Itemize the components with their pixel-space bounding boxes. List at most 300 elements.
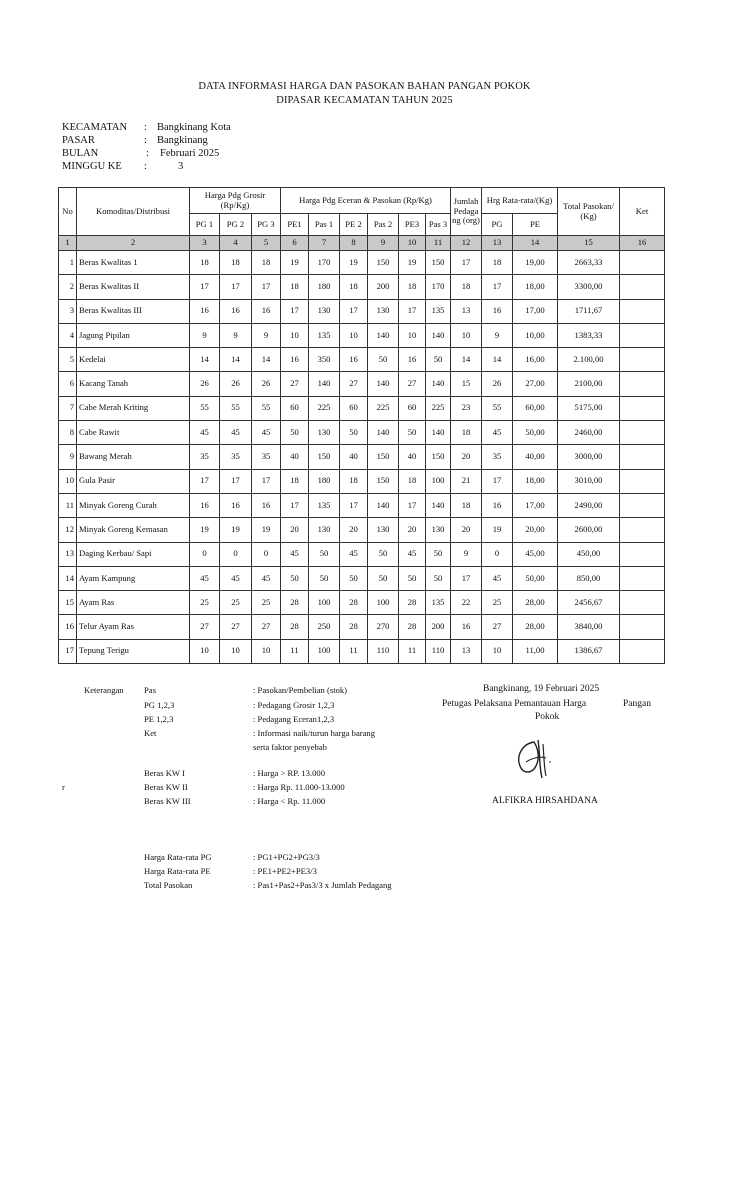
cell-pe: 10,00 — [513, 323, 558, 347]
cell-ket — [620, 396, 665, 420]
header-pe-avg: PE — [513, 214, 558, 236]
header-jumlah-pedagang: Jumlah Pedaga ng (org) — [451, 188, 482, 236]
note-value-avg-pg: : PG1+PG2+PG3/3 — [253, 852, 320, 862]
cell-pg3: 45 — [252, 421, 281, 445]
cell-name: Minyak Goreng Kemasan — [77, 518, 190, 542]
cell-pg2: 26 — [220, 372, 252, 396]
cell-pg: 16 — [482, 299, 513, 323]
table-body — [59, 251, 665, 664]
cell-pe: 18,00 — [513, 469, 558, 493]
cell-pe: 20,00 — [513, 518, 558, 542]
cell-ket — [620, 591, 665, 615]
header-pg2: PG 2 — [220, 214, 252, 236]
cell-pas1: 180 — [309, 469, 340, 493]
header-pas1: Pas 1 — [309, 214, 340, 236]
cell-pg2: 25 — [220, 591, 252, 615]
cell-total: 2600,00 — [558, 518, 620, 542]
cell-pe2: 50 — [340, 421, 368, 445]
note-value-avg-pe: : PE1+PE2+PE3/3 — [253, 866, 317, 876]
cell-pg3: 25 — [252, 591, 281, 615]
cell-pg: 18 — [482, 251, 513, 275]
cell-pg1: 45 — [190, 421, 220, 445]
cell-name: Ayam Ras — [77, 591, 190, 615]
cell-pas2: 50 — [368, 348, 399, 372]
cell-ket — [620, 615, 665, 639]
note-value-kw1: : Harga > RP. 13.000 — [253, 768, 326, 778]
cell-pe3: 17 — [399, 299, 426, 323]
header-total-pasokan: Total Pasokan/ (Kg) — [558, 188, 620, 236]
table-row — [59, 615, 665, 639]
cell-jml: 22 — [451, 591, 482, 615]
column-number-cell: 11 — [426, 236, 451, 251]
header-grosir: Harga Pdg Grosir (Rp/Kg) — [190, 188, 281, 214]
cell-pe: 27,00 — [513, 372, 558, 396]
cell-pe2: 27 — [340, 372, 368, 396]
cell-pas1: 135 — [309, 493, 340, 517]
cell-ket — [620, 421, 665, 445]
cell-jml: 21 — [451, 469, 482, 493]
cell-pg1: 16 — [190, 299, 220, 323]
cell-no: 17 — [59, 639, 77, 663]
cell-pas2: 150 — [368, 251, 399, 275]
cell-pg3: 17 — [252, 275, 281, 299]
cell-pas1: 170 — [309, 251, 340, 275]
cell-pe: 18,00 — [513, 275, 558, 299]
cell-pe: 40,00 — [513, 445, 558, 469]
cell-total: 850,00 — [558, 566, 620, 590]
table-row — [59, 493, 665, 517]
cell-pas2: 140 — [368, 421, 399, 445]
cell-pg: 17 — [482, 469, 513, 493]
cell-pas2: 150 — [368, 445, 399, 469]
cell-pg2: 45 — [220, 421, 252, 445]
signature-role-line2: Pokok — [535, 712, 560, 722]
note-value-ket-cont: serta faktor penyebab — [253, 742, 327, 752]
cell-no: 15 — [59, 591, 77, 615]
cell-pas2: 130 — [368, 299, 399, 323]
cell-pas1: 100 — [309, 591, 340, 615]
cell-pe2: 17 — [340, 299, 368, 323]
cell-total: 2460,00 — [558, 421, 620, 445]
cell-name: Ayam Kampung — [77, 566, 190, 590]
cell-pas1: 50 — [309, 566, 340, 590]
table-row — [59, 542, 665, 566]
note-label-pg: PG 1,2,3 — [144, 700, 175, 710]
cell-pas1: 100 — [309, 639, 340, 663]
cell-jml: 17 — [451, 566, 482, 590]
cell-ket — [620, 518, 665, 542]
meta-value-minggu: 3 — [178, 161, 184, 172]
signature-role-line1b: Pangan — [623, 699, 651, 709]
header-pas2: Pas 2 — [368, 214, 399, 236]
cell-total: 3840,00 — [558, 615, 620, 639]
note-label-kw1: Beras KW I — [144, 768, 185, 778]
cell-name: Kedelai — [77, 348, 190, 372]
meta-sep-kecamatan: : — [144, 122, 147, 133]
cell-pg1: 0 — [190, 542, 220, 566]
cell-pe2: 50 — [340, 566, 368, 590]
cell-jml: 20 — [451, 445, 482, 469]
cell-pg1: 19 — [190, 518, 220, 542]
cell-pas1: 130 — [309, 299, 340, 323]
cell-name: Minyak Goreng Curah — [77, 493, 190, 517]
cell-pe3: 19 — [399, 251, 426, 275]
cell-no: 12 — [59, 518, 77, 542]
cell-total: 2456,67 — [558, 591, 620, 615]
stray-mark: r — [62, 782, 65, 792]
cell-pe3: 50 — [399, 421, 426, 445]
cell-pe: 19,00 — [513, 251, 558, 275]
cell-ket — [620, 348, 665, 372]
cell-pg1: 45 — [190, 566, 220, 590]
cell-pg2: 35 — [220, 445, 252, 469]
note-label-avg-pg: Harga Rata-rata PG — [144, 852, 212, 862]
cell-pg2: 16 — [220, 299, 252, 323]
table-row — [59, 566, 665, 590]
cell-pe1: 18 — [281, 275, 309, 299]
header-komoditas: Komoditas/Distribusi — [77, 188, 190, 236]
header-no: No — [59, 188, 77, 236]
cell-no: 16 — [59, 615, 77, 639]
document-title-line2: DIPASAR KECAMATAN TAHUN 2025 — [276, 95, 453, 106]
cell-jml: 20 — [451, 518, 482, 542]
document-title-line1: DATA INFORMASI HARGA DAN PASOKAN BAHAN PANGAN POKOK — [198, 81, 531, 92]
cell-name: Gula Pasir — [77, 469, 190, 493]
note-label-ket: Ket — [144, 728, 157, 738]
cell-pas2: 130 — [368, 518, 399, 542]
column-number-cell: 4 — [220, 236, 252, 251]
cell-jml: 18 — [451, 493, 482, 517]
cell-pe3: 10 — [399, 323, 426, 347]
cell-pas2: 100 — [368, 591, 399, 615]
column-number-cell: 6 — [281, 236, 309, 251]
cell-pg: 19 — [482, 518, 513, 542]
table-row — [59, 251, 665, 275]
note-label-avg-pe: Harga Rata-rata PE — [144, 866, 211, 876]
cell-pas3: 50 — [426, 542, 451, 566]
cell-pg3: 10 — [252, 639, 281, 663]
cell-pg: 45 — [482, 566, 513, 590]
cell-ket — [620, 566, 665, 590]
cell-ket — [620, 323, 665, 347]
cell-ket — [620, 251, 665, 275]
cell-name: Daging Kerbau/ Sapi — [77, 542, 190, 566]
cell-pg: 0 — [482, 542, 513, 566]
cell-pg3: 16 — [252, 299, 281, 323]
cell-pg: 9 — [482, 323, 513, 347]
cell-name: Beras Kwalitas II — [77, 275, 190, 299]
column-number-cell: 13 — [482, 236, 513, 251]
cell-pe: 50,00 — [513, 421, 558, 445]
cell-pe2: 45 — [340, 542, 368, 566]
note-label-pas: Pas — [144, 685, 156, 695]
cell-total: 2490,00 — [558, 493, 620, 517]
cell-pas1: 150 — [309, 445, 340, 469]
meta-value-pasar: Bangkinang — [157, 135, 208, 146]
cell-pe: 60,00 — [513, 396, 558, 420]
column-number-cell: 7 — [309, 236, 340, 251]
table-row — [59, 348, 665, 372]
note-label-kw3: Beras KW III — [144, 796, 191, 806]
cell-pg1: 26 — [190, 372, 220, 396]
cell-pas3: 130 — [426, 518, 451, 542]
cell-jml: 17 — [451, 251, 482, 275]
cell-pe1: 18 — [281, 469, 309, 493]
cell-jml: 18 — [451, 421, 482, 445]
cell-pas3: 140 — [426, 421, 451, 445]
cell-pg1: 55 — [190, 396, 220, 420]
header-pg-avg: PG — [482, 214, 513, 236]
cell-pg2: 9 — [220, 323, 252, 347]
cell-jml: 13 — [451, 639, 482, 663]
notes-heading: Keterangan — [84, 685, 124, 695]
cell-no: 2 — [59, 275, 77, 299]
handwritten-signature — [512, 736, 562, 784]
cell-pe1: 45 — [281, 542, 309, 566]
cell-pg: 45 — [482, 421, 513, 445]
cell-pg2: 0 — [220, 542, 252, 566]
cell-pe3: 28 — [399, 615, 426, 639]
cell-pe1: 20 — [281, 518, 309, 542]
cell-name: Kacang Tanah — [77, 372, 190, 396]
cell-pe3: 20 — [399, 518, 426, 542]
cell-name: Cabe Rawit — [77, 421, 190, 445]
cell-pe1: 60 — [281, 396, 309, 420]
cell-pg: 26 — [482, 372, 513, 396]
cell-pe2: 18 — [340, 469, 368, 493]
cell-pas1: 130 — [309, 518, 340, 542]
cell-pe1: 28 — [281, 615, 309, 639]
cell-no: 7 — [59, 396, 77, 420]
cell-no: 14 — [59, 566, 77, 590]
cell-pg3: 0 — [252, 542, 281, 566]
cell-pas3: 140 — [426, 323, 451, 347]
cell-pe3: 16 — [399, 348, 426, 372]
signature-role-line1: Petugas Pelaksana Pemantauan Harga — [442, 699, 587, 709]
column-number-cell: 9 — [368, 236, 399, 251]
header-pe1: PE1 — [281, 214, 309, 236]
cell-ket — [620, 445, 665, 469]
cell-ket — [620, 542, 665, 566]
cell-pg3: 17 — [252, 469, 281, 493]
table-row — [59, 275, 665, 299]
cell-pe2: 28 — [340, 615, 368, 639]
column-number-cell: 14 — [513, 236, 558, 251]
header-pe3: PE3 — [399, 214, 426, 236]
cell-pg2: 19 — [220, 518, 252, 542]
cell-pas3: 50 — [426, 348, 451, 372]
cell-jml: 16 — [451, 615, 482, 639]
cell-pe3: 28 — [399, 591, 426, 615]
header-pe2: PE 2 — [340, 214, 368, 236]
cell-no: 6 — [59, 372, 77, 396]
cell-pe1: 17 — [281, 493, 309, 517]
cell-pg1: 27 — [190, 615, 220, 639]
cell-pg: 25 — [482, 591, 513, 615]
cell-pe: 45,00 — [513, 542, 558, 566]
cell-total: 2.100,00 — [558, 348, 620, 372]
cell-pe3: 60 — [399, 396, 426, 420]
cell-pg: 27 — [482, 615, 513, 639]
cell-pe1: 50 — [281, 566, 309, 590]
cell-pas2: 150 — [368, 469, 399, 493]
cell-pg1: 16 — [190, 493, 220, 517]
cell-name: Bawang Merah — [77, 445, 190, 469]
cell-total: 2663,33 — [558, 251, 620, 275]
meta-label-bulan: BULAN — [62, 148, 99, 159]
cell-jml: 14 — [451, 348, 482, 372]
cell-pg1: 9 — [190, 323, 220, 347]
cell-pe1: 17 — [281, 299, 309, 323]
cell-pg1: 18 — [190, 251, 220, 275]
table-row — [59, 299, 665, 323]
cell-pg: 55 — [482, 396, 513, 420]
cell-pas3: 140 — [426, 493, 451, 517]
column-number-cell: 3 — [190, 236, 220, 251]
cell-pas3: 200 — [426, 615, 451, 639]
table-row — [59, 445, 665, 469]
cell-ket — [620, 299, 665, 323]
cell-pg1: 17 — [190, 275, 220, 299]
cell-pg: 17 — [482, 275, 513, 299]
cell-pe1: 28 — [281, 591, 309, 615]
cell-name: Beras Kwalitas III — [77, 299, 190, 323]
cell-pe1: 27 — [281, 372, 309, 396]
note-label-kw2: Beras KW II — [144, 782, 188, 792]
cell-pe3: 18 — [399, 469, 426, 493]
cell-pg2: 17 — [220, 469, 252, 493]
column-number-cell: 5 — [252, 236, 281, 251]
cell-name: Jagung Pipilan — [77, 323, 190, 347]
cell-pg3: 27 — [252, 615, 281, 639]
cell-total: 3300,00 — [558, 275, 620, 299]
cell-pas2: 50 — [368, 566, 399, 590]
signature-name: ALFIKRA HIRSAHDANA — [492, 796, 598, 806]
cell-pg: 14 — [482, 348, 513, 372]
cell-no: 4 — [59, 323, 77, 347]
meta-label-pasar: PASAR — [62, 135, 95, 146]
cell-pe1: 10 — [281, 323, 309, 347]
note-value-pg: : Pedagang Grosir 1,2,3 — [253, 700, 335, 710]
column-number-cell: 1 — [59, 236, 77, 251]
cell-no: 1 — [59, 251, 77, 275]
cell-pe2: 60 — [340, 396, 368, 420]
note-value-kw3: : Harga < Rp. 11.000 — [253, 796, 326, 806]
cell-jml: 23 — [451, 396, 482, 420]
cell-pe2: 40 — [340, 445, 368, 469]
cell-pas2: 110 — [368, 639, 399, 663]
cell-pg3: 14 — [252, 348, 281, 372]
cell-pe: 11,00 — [513, 639, 558, 663]
cell-pg3: 16 — [252, 493, 281, 517]
cell-total: 1383,33 — [558, 323, 620, 347]
cell-no: 5 — [59, 348, 77, 372]
cell-pe1: 16 — [281, 348, 309, 372]
price-supply-table — [58, 187, 665, 664]
note-value-ket: : Informasi naik/turun harga barang — [253, 728, 376, 738]
cell-pas3: 170 — [426, 275, 451, 299]
cell-no: 3 — [59, 299, 77, 323]
cell-pe3: 17 — [399, 493, 426, 517]
column-number-cell: 2 — [77, 236, 190, 251]
header-ket: Ket — [620, 188, 665, 236]
cell-ket — [620, 275, 665, 299]
cell-total: 1711,67 — [558, 299, 620, 323]
table-row — [59, 469, 665, 493]
header-pg1: PG 1 — [190, 214, 220, 236]
cell-pe2: 28 — [340, 591, 368, 615]
cell-pe: 28,00 — [513, 591, 558, 615]
cell-pe2: 20 — [340, 518, 368, 542]
cell-name: Telur Ayam Ras — [77, 615, 190, 639]
cell-pg2: 27 — [220, 615, 252, 639]
column-number-cell: 16 — [620, 236, 665, 251]
cell-no: 10 — [59, 469, 77, 493]
note-value-pas: : Pasokan/Pembelian (stok) — [253, 685, 348, 695]
cell-jml: 13 — [451, 299, 482, 323]
column-number-cell: 15 — [558, 236, 620, 251]
cell-pg2: 18 — [220, 251, 252, 275]
meta-sep-bulan: : — [146, 148, 149, 159]
column-number-cell: 12 — [451, 236, 482, 251]
cell-pas1: 180 — [309, 275, 340, 299]
signature-place-date: Bangkinang, 19 Februari 2025 — [483, 684, 600, 694]
cell-pas3: 100 — [426, 469, 451, 493]
cell-pas1: 50 — [309, 542, 340, 566]
header-rata-rata: Hrg Rata-rata/(Kg) — [482, 188, 558, 214]
cell-pg1: 35 — [190, 445, 220, 469]
cell-total: 450,00 — [558, 542, 620, 566]
cell-pas3: 110 — [426, 639, 451, 663]
cell-pas2: 50 — [368, 542, 399, 566]
cell-name: Cabe Merah Kriting — [77, 396, 190, 420]
cell-pg3: 35 — [252, 445, 281, 469]
cell-pe3: 11 — [399, 639, 426, 663]
cell-pg2: 14 — [220, 348, 252, 372]
note-value-pe: : Pedagang Eceran1,2,3 — [253, 714, 335, 724]
table-row — [59, 396, 665, 420]
cell-pe2: 17 — [340, 493, 368, 517]
cell-ket — [620, 372, 665, 396]
cell-pg3: 55 — [252, 396, 281, 420]
cell-no: 9 — [59, 445, 77, 469]
meta-label-minggu: MINGGU KE — [62, 161, 122, 172]
table-row — [59, 639, 665, 663]
cell-pe1: 19 — [281, 251, 309, 275]
cell-pg2: 17 — [220, 275, 252, 299]
cell-pas1: 140 — [309, 372, 340, 396]
cell-pas3: 140 — [426, 372, 451, 396]
cell-pe2: 10 — [340, 323, 368, 347]
cell-pg1: 17 — [190, 469, 220, 493]
cell-pg2: 45 — [220, 566, 252, 590]
cell-jml: 10 — [451, 323, 482, 347]
cell-jml: 18 — [451, 275, 482, 299]
table-row — [59, 518, 665, 542]
meta-value-bulan: Februari 2025 — [160, 148, 220, 159]
table-row — [59, 421, 665, 445]
cell-pe3: 45 — [399, 542, 426, 566]
cell-total: 3000,00 — [558, 445, 620, 469]
cell-pg2: 16 — [220, 493, 252, 517]
cell-pe: 17,00 — [513, 299, 558, 323]
cell-pas3: 50 — [426, 566, 451, 590]
cell-pas2: 140 — [368, 323, 399, 347]
table-row — [59, 372, 665, 396]
cell-pe3: 27 — [399, 372, 426, 396]
table-row — [59, 323, 665, 347]
cell-no: 11 — [59, 493, 77, 517]
